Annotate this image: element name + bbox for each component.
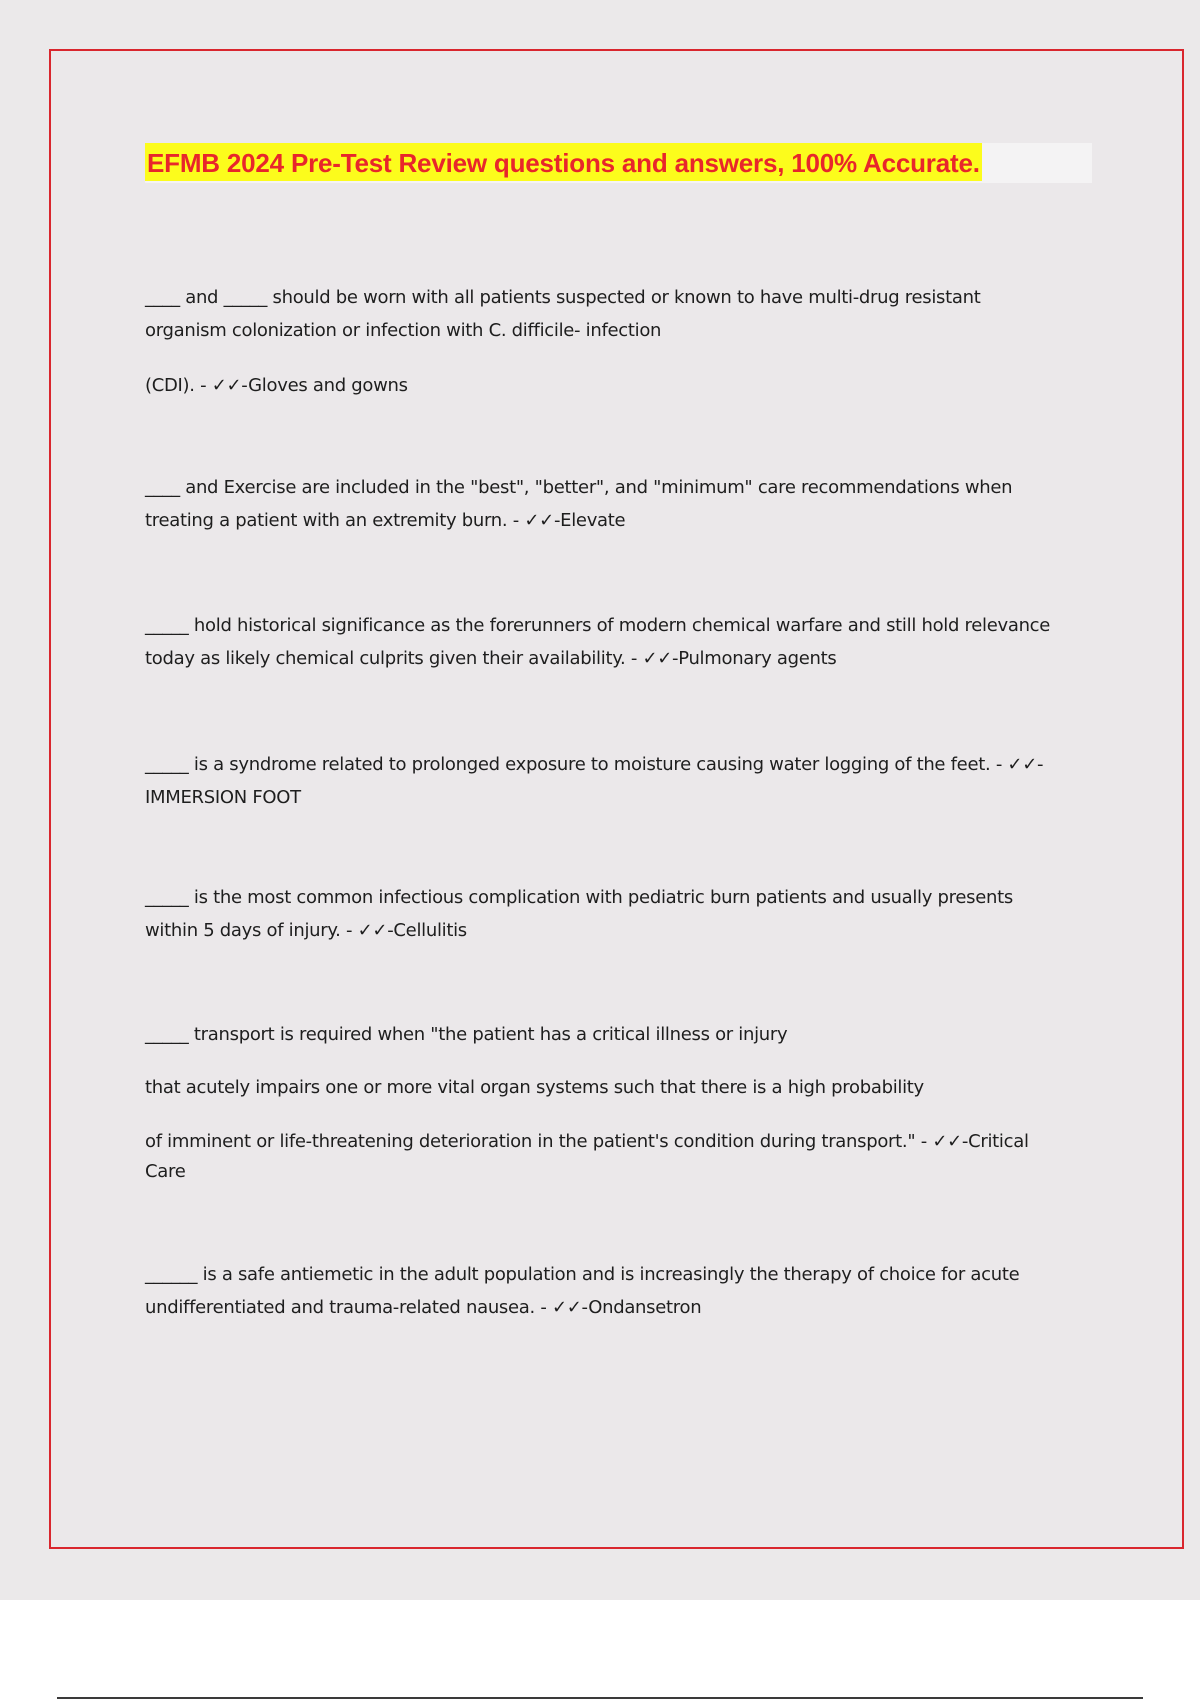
question-line: that acutely impairs one or more vital organ systems such that there is a high probability	[145, 1077, 924, 1098]
document-title: EFMB 2024 Pre-Test Review questions and answers, 100% Accurate.	[145, 143, 982, 181]
answer-line: within 5 days of injury. - ✓✓-Cellulitis	[145, 920, 467, 941]
answer-line: Care	[145, 1161, 186, 1182]
question-line: _____ is a syndrome related to prolonged exposure to moisture causing water logging of the feet. - ✓✓-	[145, 754, 1044, 775]
answer-line: IMMERSION FOOT	[145, 787, 301, 808]
question-line: ______ is a safe antiemetic in the adult population and is increasingly the therapy of choice for acute	[145, 1264, 1020, 1285]
question-line: _____ transport is required when "the patient has a critical illness or injury	[145, 1024, 788, 1045]
answer-line: undifferentiated and trauma-related nausea. - ✓✓-Ondansetron	[145, 1297, 702, 1318]
question-block-4	[145, 748, 1095, 814]
question-block-3	[145, 609, 1095, 675]
question-line: of imminent or life-threatening deterioration in the patient's condition during transport." - ✓✓-Critical	[145, 1131, 1029, 1152]
question-block-6	[145, 1018, 1095, 1186]
question-line: organism colonization or infection with C. difficile- infection	[145, 320, 662, 341]
question-line: _____ is the most common infectious complication with pediatric burn patients and usually presents	[145, 887, 1013, 908]
question-line: _____ hold historical significance as the forerunners of modern chemical warfare and still hold relevance	[145, 615, 1051, 636]
question-block-7	[145, 1258, 1095, 1324]
answer-line: (CDI). - ✓✓-Gloves and gowns	[145, 375, 408, 396]
title-bar	[145, 143, 1092, 183]
question-line: ____ and _____ should be worn with all patients suspected or known to have multi-drug resistant	[145, 287, 981, 308]
answer-line: treating a patient with an extremity burn. - ✓✓-Elevate	[145, 510, 626, 531]
question-line: ____ and Exercise are included in the "best", "better", and "minimum" care recommendations when	[145, 477, 1013, 498]
next-page-rule	[57, 1697, 1143, 1699]
question-block-2	[145, 471, 1095, 537]
answer-line: today as likely chemical culprits given their availability. - ✓✓-Pulmonary agents	[145, 648, 837, 669]
question-block-5	[145, 881, 1095, 947]
question-block-1	[145, 281, 1095, 402]
